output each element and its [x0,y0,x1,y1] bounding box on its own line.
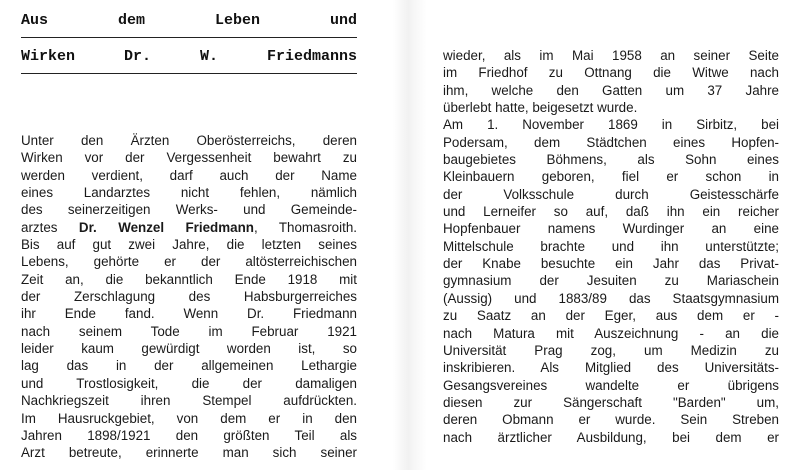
text-line: Lebens, gehörte er der altösterreichischen [21,254,357,270]
text-line: Mittelschule brachte und ihn unterstützte; [443,238,779,254]
text-line: Am 1. November 1869 in Sirbitz, bei [443,117,779,133]
text-line: deren Obmann er wurde. Sein Streben [443,412,779,428]
heading-word: Leben [214,12,260,29]
text-line: nach ärztlicher Ausbildung, bei dem er [443,429,779,445]
heading-rule-top [21,37,357,38]
heading-rule-bottom [21,73,357,74]
text-line: Wirken vor der Vergessenheit bewahrt zu [21,150,357,166]
text-line: (Aussig) und 1883/89 das Staatsgymnasium [443,290,779,306]
text-line: Podersam, dem Städtchen eines Hopfen- [443,134,779,150]
text-line: Gesangsvereines wandelte er übrigens [443,377,779,393]
right-text-column [443,47,779,446]
heading-word: W. [199,48,218,65]
text-line: leider kaum gewürdigt worden ist, so [21,341,357,357]
text-line: nach Matura mit Auszeichnung - an die [443,325,779,341]
text-fragment: arztes [21,219,58,235]
text-line: Nachkriegszeit ihren Stempel aufdrückten. [21,393,357,409]
doctor-name: Dr. Wenzel Friedmann [78,219,254,235]
text-line: wieder, als im Mai 1958 an seiner Seite [443,48,779,63]
text-line: inskribieren. Als Mitglied des Universitäts- [443,360,779,376]
text-line: der Volksschule durch Geistesschärfe [443,186,779,202]
text-line: des seinerzeitigen Werks- und Gemeinde- [21,202,357,218]
text-line: Universität Prag zog, um Medizin zu [443,342,779,358]
text-line: der Knabe besuchte ein Jahr das Privat- [443,256,779,272]
text-fragment: , Thomasroith. [253,219,357,235]
text-line: und Trostlosigkeit, die der damaligen [21,375,357,391]
text-line-with-name [21,219,357,236]
text-line: lag das in der allgemeinen Lethargie [21,358,357,374]
text-line: ihm, welche den Gatten um 37 Jahre [443,82,779,98]
book-gutter [393,0,427,470]
text-line: im Friedhof zu Ottnang die Witwe nach [443,65,779,81]
text-line: zu Saatz an der Eger, aus dem er - [443,308,779,324]
text-line: werden verdient, darf auch der Name [21,167,357,183]
text-line: Bis auf gut zwei Jahre, die letzten seines [21,237,357,253]
text-line: ihr Ende fand. Wenn Dr. Friedmann [21,306,357,322]
text-line: eines Landarztes nicht fehlen, nämlich [21,185,357,201]
text-line: Unter den Ärzten Oberösterreichs, deren [21,133,357,148]
text-line: diesen zur Sängerschaft "Barden" um, [443,394,779,410]
text-line: baugebietes Böhmens, als Sohn eines [443,152,779,168]
heading-word: Wirken [21,48,76,65]
text-line: überlebt hatte, beigesetzt wurde. [443,100,638,116]
text-line: Kleinbauern geboren, fiel er schon in [443,169,779,185]
heading-word: dem [117,12,145,29]
text-line: Jahren 1898/1921 den größten Teil als [21,427,357,443]
chapter-heading [21,12,357,74]
left-text-column [21,132,357,462]
text-line: Arzt betreute, erinnerte man sich seiner [21,445,357,461]
text-line: Im Hausruckgebiet, von dem er in den [21,410,357,426]
text-line: Hopfenbauer namens Wurdinger an eine [443,221,779,237]
heading-line-2 [21,48,357,66]
heading-word: und [329,12,357,29]
heading-word: Friedmanns [266,48,357,65]
heading-line-1 [21,12,357,30]
text-line: Zeit an, die bekanntlich Ende 1918 mit [21,271,357,287]
text-line: nach seinem Tode im Februar 1921 [21,323,357,339]
text-line: gymnasium der Jesuiten zu Mariaschein [443,273,779,289]
heading-word: Aus [21,12,49,29]
heading-word: Dr. [123,48,151,65]
text-line: der Zerschlagung des Habsburgerreiches [21,289,357,305]
text-line: und Lerneifer so auf, daß ihn ein reicher [443,204,779,220]
